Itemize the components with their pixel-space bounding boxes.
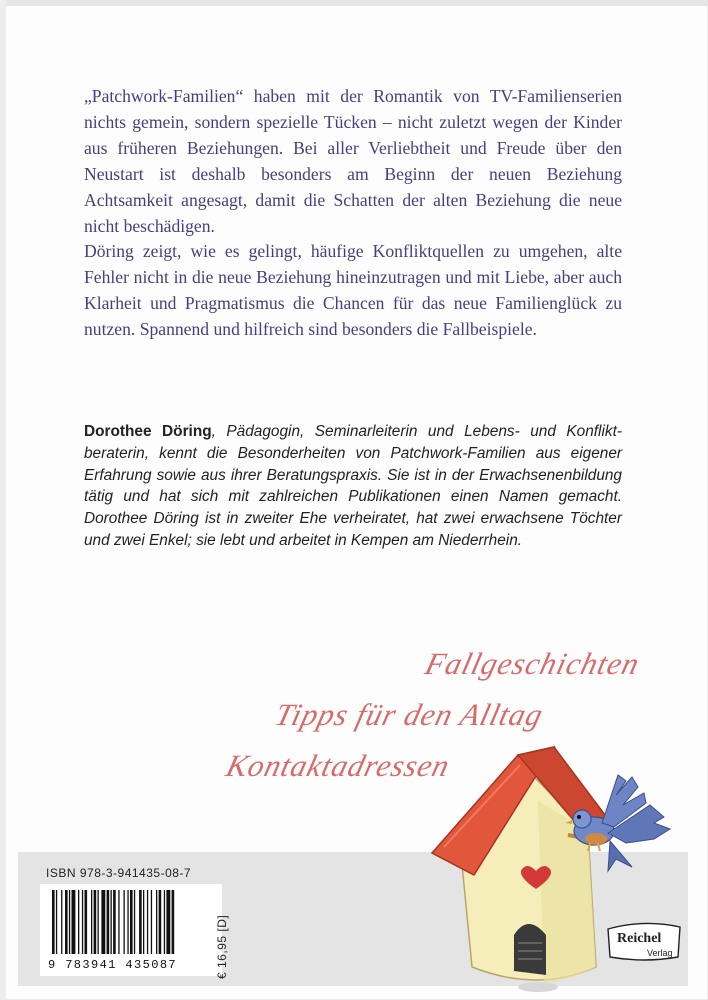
- publisher-logo: [604, 919, 684, 963]
- price-label: € 16,95 [D]: [215, 914, 229, 979]
- highlight-tipps: Tipps für den Alltag: [271, 697, 548, 732]
- cover-left-edge: [0, 0, 6, 1000]
- publisher-subtitle: Verlag: [647, 948, 673, 958]
- publisher-name: Reichel: [617, 931, 662, 946]
- author-name: Dorothee Döring: [84, 423, 212, 440]
- cover-top-edge: [0, 0, 708, 6]
- blurb-paragraph-2: Döring zeigt, wie es gelingt, häufige Konfliktquellen zu umgehen, alte Fehler nicht in die neue Beziehung hineinzutragen und mit Liebe, aber auch Klarheit und Pragmatismus die Chancen für das neue Familienglück zu nutzen. Spannend und hilfreich sind besonders die Fallbeispiele.: [84, 241, 622, 339]
- barcode: [40, 884, 222, 976]
- author-bio-text: , Pädagogin, Seminarleiterin und Lebens- und Konfliktberaterin, kennt die Besonderheiten von Patchwork-Familien aus eigener Erfahrung sowie aus ihrer Beratungspraxis. Sie ist in der Erwachsenenbildung tätig und hat sich mit zahlreichen Publikationen einen Namen gemacht. Dorothee Döring ist in zweiter Ehe verheiratet, hat zwei erwachsene Töchter und zwei Enkel; sie lebt und arbeitet in Kempen am Niederrhein.: [84, 423, 622, 549]
- author-bio: [84, 421, 622, 552]
- barcode-digits: 9 783941 435087: [48, 958, 178, 972]
- highlight-kontaktadressen: Kontaktadressen: [222, 748, 454, 783]
- barcode-bars-icon: [52, 890, 210, 958]
- isbn-text: ISBN 978-3-941435-08-7: [46, 866, 192, 880]
- highlight-fallgeschichten: Fallgeschichten: [421, 646, 644, 681]
- blurb-paragraph-1: „Patchwork-Familien“ haben mit der Romantik von TV-Familienserien nichts gemein, sondern spezielle Tücken – nicht zuletzt wegen der Kinder aus früheren Beziehungen. Bei aller Verliebtheit und Freude über den Neustart ist deshalb besonders am Beginn der neuen Beziehung Achtsamkeit angesagt, damit die Schatten der alten Beziehung die neue nicht beschädigen.: [84, 86, 622, 236]
